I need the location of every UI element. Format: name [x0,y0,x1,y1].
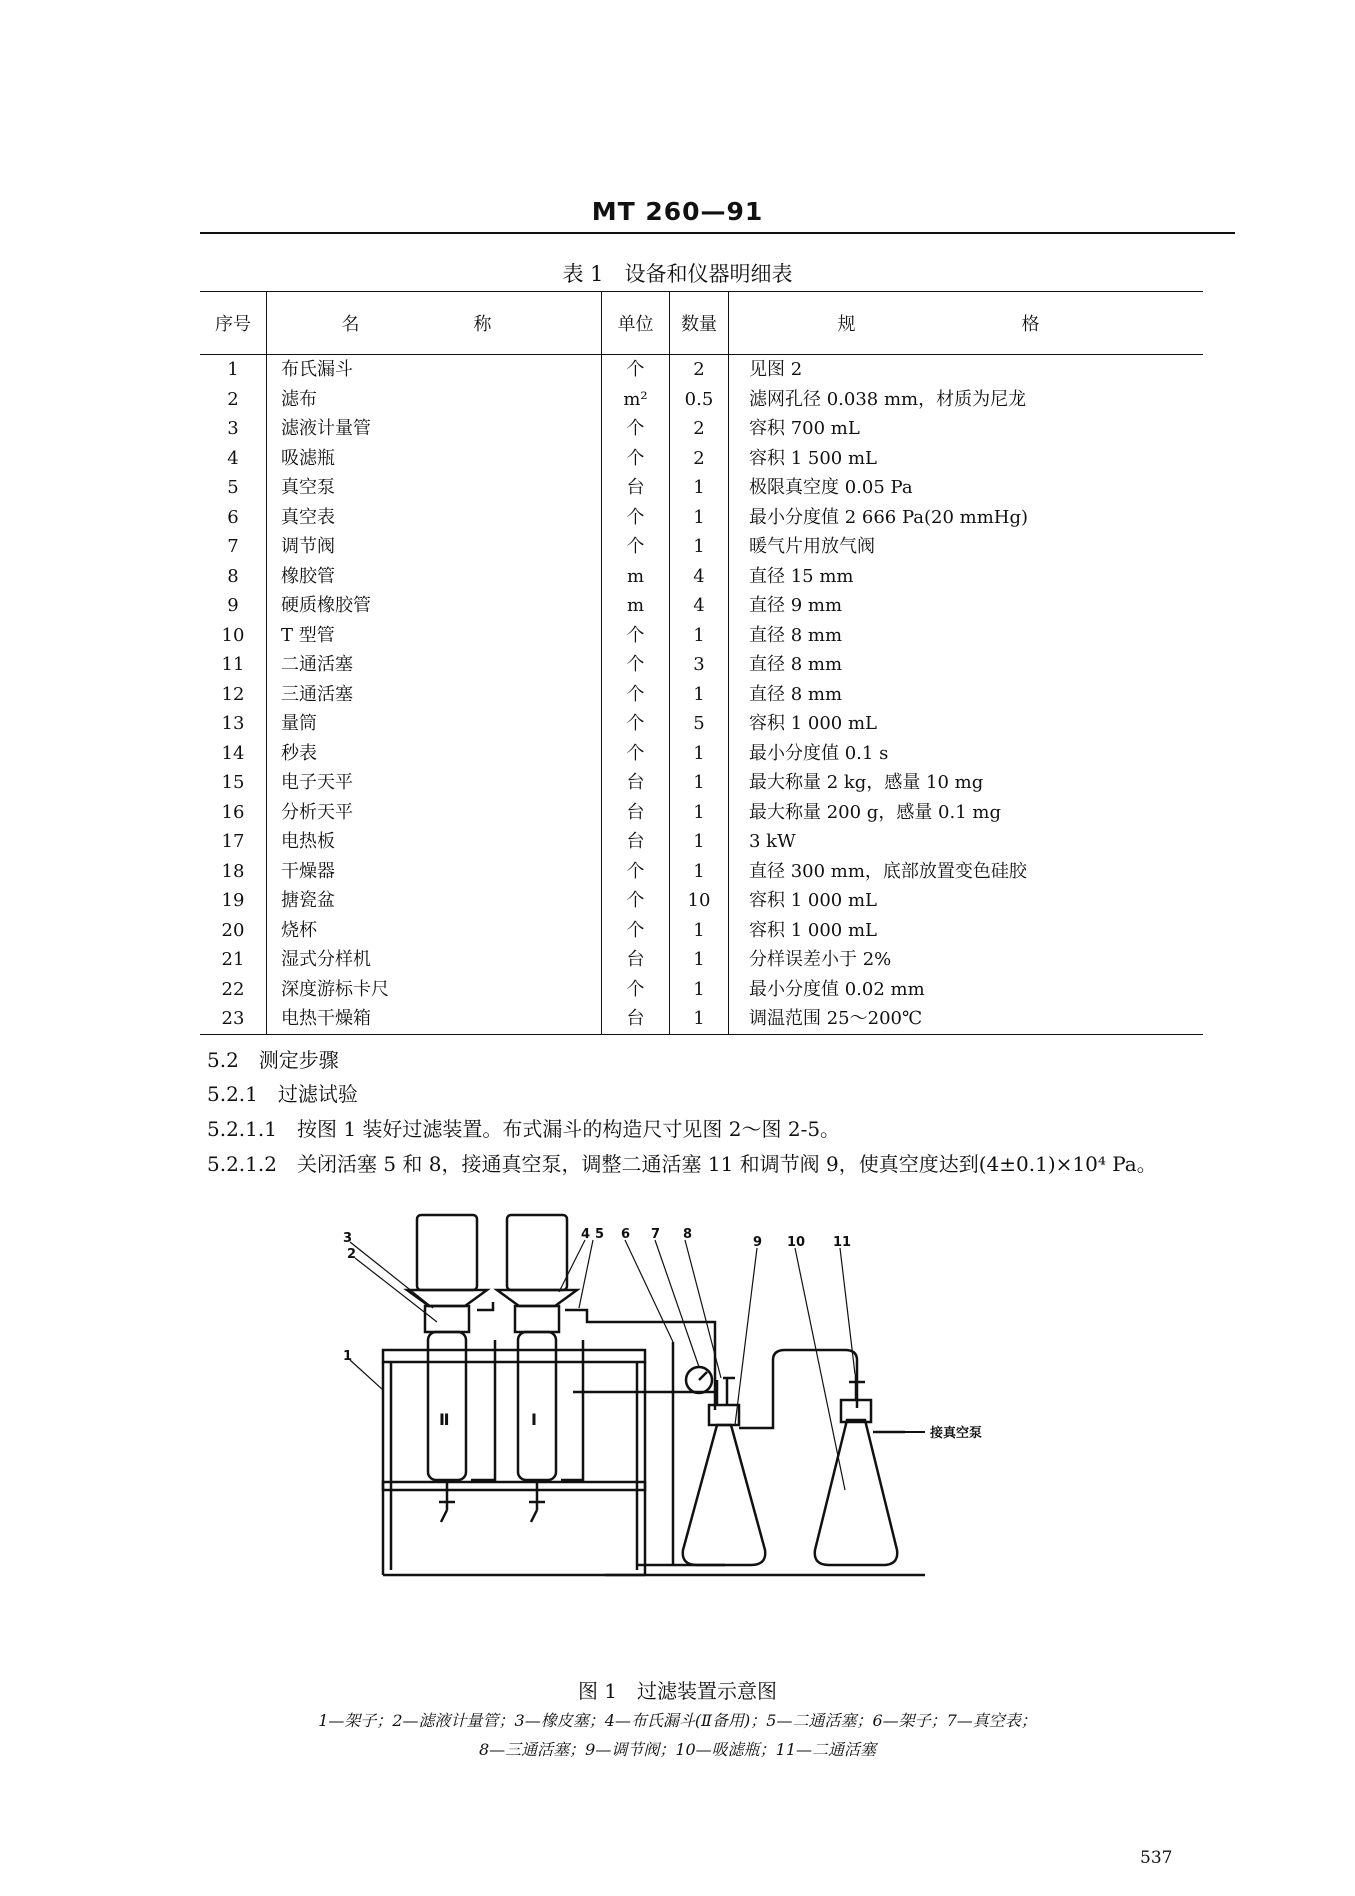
cell-unit: 个 [602,650,670,680]
table-row [200,532,1203,562]
cell-name: 秒表 [267,739,602,769]
cell-qty: 1 [670,621,729,651]
cell-qty: 1 [670,857,729,887]
table-row [200,709,1203,739]
cell-qty: 4 [670,562,729,592]
table-row [200,473,1203,503]
cell-qty: 1 [670,503,729,533]
suction-flask-left [683,1425,765,1565]
callout-1: 1 [343,1349,353,1364]
flask-stopper-left [709,1405,739,1425]
callout-leaders [350,1240,855,1490]
cell-name: 干燥器 [267,857,602,887]
cell-spec: 极限真空度 0.05 Pa [729,473,1204,503]
cell-name: 吸滤瓶 [267,444,602,474]
cell-spec: 容积 1 000 mL [729,709,1204,739]
callout-2: 2 [347,1247,357,1262]
cell-no: 9 [227,595,239,616]
cell-name: 电子天平 [267,768,602,798]
table-row [200,886,1203,916]
cell-unit: 个 [602,857,670,887]
cell-qty: 2 [670,414,729,444]
cell-name: 三通活塞 [267,680,602,710]
column-header-name-text: 名 称 [341,314,540,335]
cell-name: 量筒 [267,709,602,739]
cell-spec: 最小分度值 0.02 mm [729,975,1204,1005]
cell-qty: 1 [670,916,729,946]
table-row [200,444,1203,474]
cell-spec: 直径 8 mm [729,680,1204,710]
cell-no: 13 [221,713,245,734]
cell-unit: m² [602,385,670,415]
cell-qty: 1 [670,827,729,857]
column-header-no: 序号 [200,292,267,355]
cell-unit: 台 [602,945,670,975]
callout-5: 5 [595,1227,605,1242]
table-row [200,827,1203,857]
table-body [200,355,1203,1035]
cell-name: T 型管 [267,621,602,651]
cell-qty: 1 [670,532,729,562]
document-header: MT 260—91 [591,197,764,226]
cell-spec: 最小分度值 2 666 Pa(20 mmHg) [729,503,1204,533]
table-row [200,680,1203,710]
cell-qty: 3 [670,650,729,680]
burette-label-I: Ⅰ [531,1410,537,1429]
cell-no: 20 [221,919,245,941]
cell-unit: 个 [602,444,670,474]
table-row [200,503,1203,533]
cell-unit: 个 [602,709,670,739]
filtration-apparatus-diagram [325,1210,1125,1590]
step-5-2-1-1: 5.2.1.1 按图 1 装好过滤装置。布式漏斗的构造尺寸见图 2～图 2-5。 [207,1117,841,1141]
cell-no: 12 [221,683,245,705]
table-row [200,385,1203,415]
cell-name: 真空表 [267,503,602,533]
cell-no: 3 [227,418,239,439]
filtrate-burette-left [428,1332,466,1480]
cell-no: 6 [227,506,239,528]
cell-no: 1 [227,359,239,380]
table-row [200,621,1203,651]
reservoir-bottle-right [507,1215,567,1290]
column-header-qty: 数量 [670,292,729,355]
burette-stopcock-left [439,1480,455,1522]
page-number: 537 [1140,1848,1173,1868]
cell-spec: 见图 2 [729,355,1204,385]
table-header-row [200,292,1203,355]
callout-8: 8 [683,1227,693,1242]
table-row [200,591,1203,621]
cell-name: 真空泵 [267,473,602,503]
cell-name: 布氏漏斗 [267,355,602,385]
cell-unit: 个 [602,355,670,385]
callout-4: 4 [581,1227,591,1242]
cell-unit: 个 [602,916,670,946]
cell-no: 18 [221,860,245,882]
frame-top-bar [383,1350,645,1362]
buchner-funnel-left [407,1290,487,1306]
cell-no: 10 [221,624,245,646]
cell-unit: 台 [602,1004,670,1034]
cell-no: 11 [221,654,245,675]
cell-spec: 容积 1 000 mL [729,916,1204,946]
cell-name: 橡胶管 [267,562,602,592]
cell-qty: 1 [670,975,729,1005]
cell-spec: 暖气片用放气阀 [729,532,1204,562]
cell-name: 湿式分样机 [267,945,602,975]
table-row [200,739,1203,769]
cell-no: 23 [200,1004,267,1034]
vacuum-tubing [477,1302,715,1410]
table-row [200,916,1203,946]
cell-name: 二通活塞 [267,650,602,680]
cell-no: 22 [221,978,245,1000]
cell-name: 滤液计量管 [267,414,602,444]
cell-unit: 台 [602,768,670,798]
cell-qty: 1 [670,473,729,503]
callout-6: 6 [621,1227,631,1242]
flask-connecting-hose [739,1350,857,1428]
column-header-spec [729,292,1204,355]
cell-spec: 最大称量 2 kg，感量 10 mg [729,768,1204,798]
cell-qty: 4 [670,591,729,621]
cell-unit: 台 [602,827,670,857]
cell-spec: 直径 15 mm [729,562,1204,592]
cell-qty: 1 [670,768,729,798]
table-row [200,857,1203,887]
cell-spec: 分样误差小于 2% [729,945,1204,975]
cell-unit: 个 [602,975,670,1005]
cell-spec: 容积 700 mL [729,414,1204,444]
cell-spec: 调温范围 25～200℃ [729,1004,1204,1034]
cell-spec: 直径 300 mm，底部放置变色硅胶 [729,857,1204,887]
cell-name: 电热板 [267,827,602,857]
table-row [200,414,1203,444]
cell-qty: 10 [670,886,729,916]
section-heading-5-2-1: 5.2.1 过滤试验 [207,1082,358,1106]
cell-qty: 2 [670,355,729,385]
cell-unit: 个 [602,621,670,651]
cell-spec: 容积 1 000 mL [729,886,1204,916]
figure-legend-line-1: 1—架子；2—滤液计量管；3—橡皮塞；4—布氏漏斗(Ⅱ备用)；5—二通活塞；6—架子；7—真空表； [318,1711,1037,1730]
cell-name: 深度游标卡尺 [267,975,602,1005]
equipment-table [200,291,1203,1035]
pump-label: 接真空泵 [930,1426,983,1441]
suction-flask-right [815,1420,897,1565]
cell-name: 烧杯 [267,916,602,946]
buchner-funnel-right [497,1290,577,1306]
cell-qty: 5 [670,709,729,739]
reservoir-bottle-left [417,1215,477,1290]
cell-spec: 直径 8 mm [729,621,1204,651]
rubber-stopper-left [425,1306,469,1332]
table-row [200,768,1203,798]
burette-stopcock-right [529,1480,545,1522]
cell-unit: 个 [602,886,670,916]
cell-no: 7 [227,536,239,557]
table-row [200,562,1203,592]
figure-caption: 图 1 过滤装置示意图 [577,1679,778,1703]
rubber-stopper-right [515,1306,559,1332]
table-row [200,975,1203,1005]
cell-qty: 2 [670,444,729,474]
cell-qty: 1 [670,945,729,975]
cell-unit: 台 [602,798,670,828]
table-row [200,945,1203,975]
cell-unit: 个 [602,532,670,562]
cell-no: 17 [221,831,245,852]
cell-name: 搪瓷盆 [267,886,602,916]
table-row [200,650,1203,680]
cell-name: 硬质橡胶管 [267,591,602,621]
callout-7: 7 [651,1227,661,1242]
cell-unit: m [602,591,670,621]
cell-qty: 1 [670,680,729,710]
filtrate-burette-right [518,1332,556,1480]
vacuum-gauge-needle [699,1372,707,1380]
cell-unit: m [602,562,670,592]
table-caption: 表 1 设备和仪器明细表 [562,262,793,286]
cell-no: 8 [227,565,239,587]
cell-spec: 3 kW [729,827,1204,857]
frame-middle-bar [383,1482,645,1490]
cell-spec: 直径 9 mm [729,591,1204,621]
three-way-stopcock [717,1378,735,1405]
column-header-unit: 单位 [602,292,670,355]
cell-no: 5 [227,477,239,498]
cell-unit: 个 [602,503,670,533]
cell-spec: 容积 1 500 mL [729,444,1204,474]
cell-qty: 1 [670,1004,729,1034]
table-row [200,355,1203,385]
two-way-stopcock-11 [849,1374,865,1400]
cell-qty: 1 [670,798,729,828]
burette-label-II: Ⅱ [439,1410,450,1429]
table-row [200,1004,1203,1034]
callout-11: 11 [833,1235,852,1250]
section-heading-5-2: 5.2 测定步骤 [207,1048,339,1072]
cell-qty: 1 [670,739,729,769]
cell-name: 调节阀 [267,532,602,562]
step-5-2-1-2: 5.2.1.2 关闭活塞 5 和 8，接通真空泵，调整二通活塞 11 和调节阀 9，使真空度达到(4±0.1)×10⁴ Pa。 [207,1152,1157,1176]
cell-qty: 0.5 [670,385,729,415]
cell-no: 19 [221,890,245,911]
column-header-spec-text: 规 格 [837,314,1114,335]
header-rule [200,232,1235,234]
cell-spec: 滤网孔径 0.038 mm，材质为尼龙 [729,385,1204,415]
cell-no: 2 [227,388,239,410]
cell-spec: 直径 8 mm [729,650,1204,680]
cell-no: 15 [221,772,245,793]
cell-name: 电热干燥箱 [267,1004,602,1034]
table-row [200,798,1203,828]
cell-no: 16 [221,801,245,823]
callout-10: 10 [787,1235,806,1250]
cell-no: 21 [221,949,245,970]
cell-name: 滤布 [267,385,602,415]
cell-unit: 个 [602,739,670,769]
cell-unit: 个 [602,414,670,444]
cell-unit: 台 [602,473,670,503]
callout-3: 3 [343,1231,353,1246]
cell-name: 分析天平 [267,798,602,828]
column-header-name [267,292,602,355]
cell-no: 4 [227,447,239,469]
cell-spec: 最小分度值 0.1 s [729,739,1204,769]
callout-9: 9 [753,1235,763,1250]
cell-unit: 个 [602,680,670,710]
figure-legend-line-2: 8—三通活塞；9—调节阀；10—吸滤瓶；11—二通活塞 [478,1740,877,1759]
cell-spec: 最大称量 200 g，感量 0.1 mg [729,798,1204,828]
cell-no: 14 [221,742,245,764]
